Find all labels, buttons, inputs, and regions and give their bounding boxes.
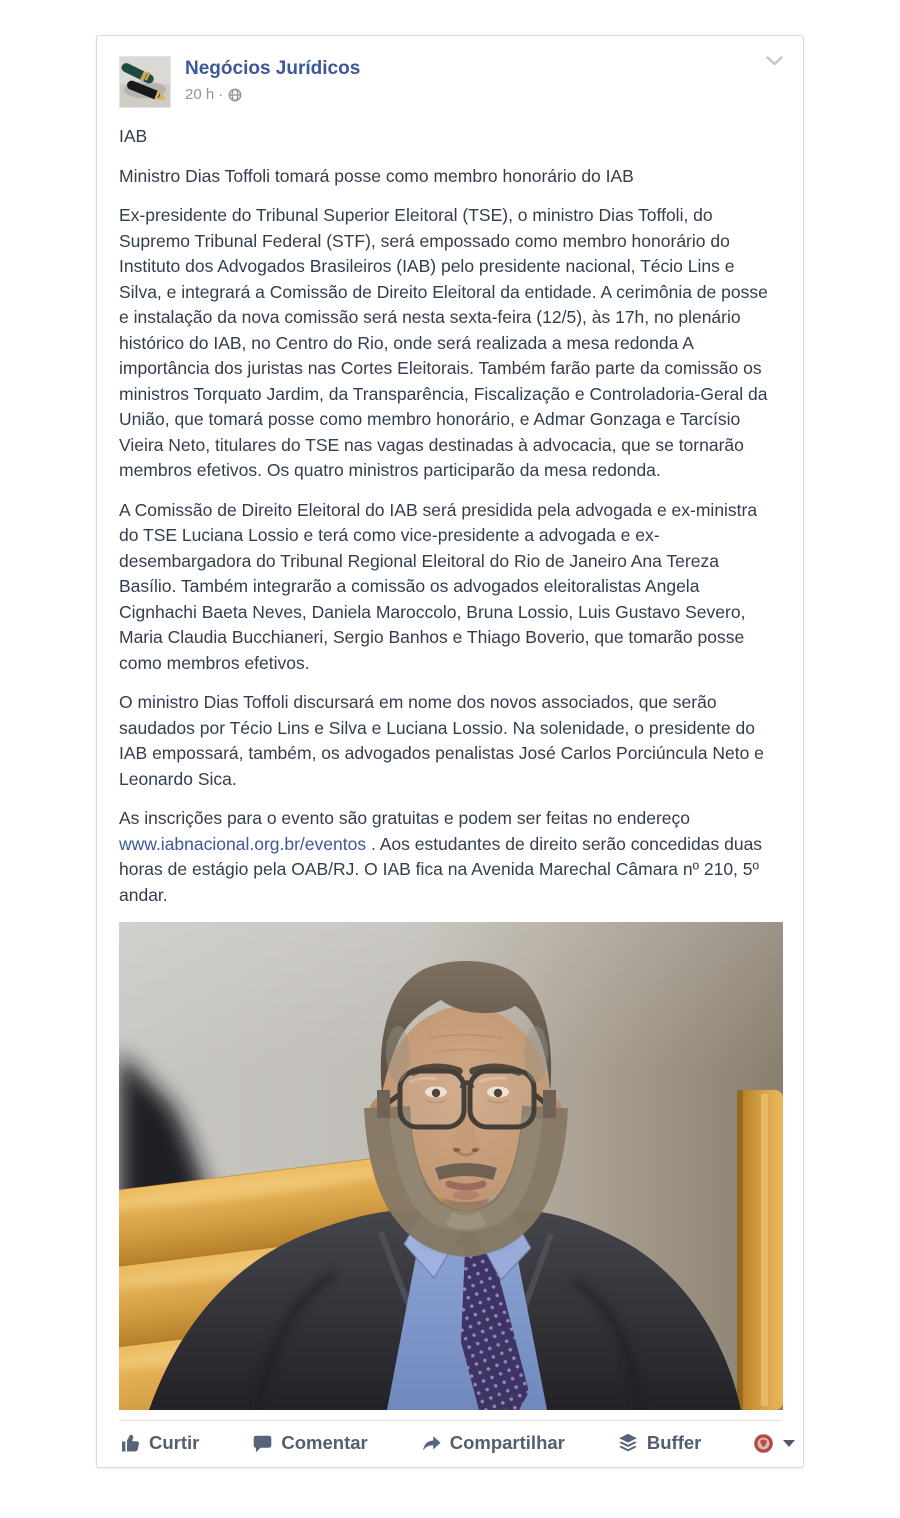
red-badge-icon[interactable]	[753, 1433, 774, 1454]
post-photo[interactable]	[119, 922, 783, 1410]
share-label: Compartilhar	[449, 1432, 565, 1453]
share-arrow-icon	[420, 1432, 442, 1454]
registration-text-after: . Aos estudantes de direito serão concedidas duas horas de estágio pela OAB/RJ. O IAB fica na Avenida Marechal Câmara nº 210, 5º andar.	[119, 833, 763, 905]
pens-avatar-image	[120, 57, 170, 107]
post-paragraph: O ministro Dias Toffoli discursará em nome dos novos associados, que serão saudados por Técio Lins e Silva e Luciana Lossio. Na solenidade, o presidente do IAB empossará, também, os advogados penalistas José Carlos Porciúncula Neto e Leonardo Sica.	[119, 692, 764, 789]
header-text	[185, 56, 360, 103]
buffer-label: Buffer	[646, 1432, 702, 1453]
like-label: Curtir	[149, 1432, 200, 1453]
post-lead: IAB	[119, 126, 148, 146]
post-meta	[185, 86, 360, 103]
post-paragraph-registration	[119, 806, 781, 908]
buffer-button[interactable]	[617, 1432, 701, 1454]
post-body-text	[97, 124, 803, 908]
post-paragraph: A Comissão de Direito Eleitoral do IAB será presidida pela advogada e ex-ministra do TSE Luciana Lossio e terá como vice-presidente a advogada e ex-desembargadora do Tribunal Regional Eleitoral do Rio de Janeiro Ana Tereza Basílio. Também integrarão a comissão os advogados eleitoralistas Angela Cignhachi Baeta Neves, Daniela Maroccolo, Bruna Lossio, Luis Gustavo Severo, Maria Claudia Bucchianeri, Sergio Banhos e Thiago Boverio, que tomarão posse como membros efetivos.	[119, 499, 758, 673]
buffer-layers-icon	[617, 1432, 639, 1454]
event-link[interactable]: www.iabnacional.org.br/eventos	[119, 833, 367, 854]
meta-separator: ·	[218, 86, 224, 103]
comment-label: Comentar	[281, 1432, 368, 1453]
post-headline: Ministro Dias Toffoli tomará posse como membro honorário do IAB	[119, 165, 634, 186]
post-timestamp[interactable]: 20 h	[185, 86, 215, 103]
like-button[interactable]	[119, 1432, 199, 1454]
comment-button[interactable]	[251, 1432, 367, 1454]
post-header	[97, 36, 803, 108]
caret-down-icon[interactable]	[783, 1440, 795, 1447]
globe-icon	[228, 88, 242, 102]
registration-text-before: As inscrições para o evento são gratuitas e podem ser feitas no endereço	[119, 808, 691, 828]
dias-toffoli-portrait	[119, 922, 783, 1410]
post-paragraph: Ex-presidente do Tribunal Superior Eleitoral (TSE), o ministro Dias Toffoli, do Supremo Tribunal Federal (STF), será empossado como membro honorário do Instituto dos Advogados Brasileiros (IAB) pelo presidente nacional, Técio Lins e Silva, e integrará a Comissão de Direito Eleitoral da entidade. A cerimônia de posse e instalação da nova comissão será nesta sexta-feira (12/5), às 17h, no plenário histórico do IAB, no Centro do Rio, onde será realizada a mesa redonda A importância dos juristas nas Cortes Eleitorais. Também farão parte da comissão os ministros Torquato Jardim, da Transparência, Fiscalização e Controladoria-Geral da União, que tomará posse como membro honorário, e Admar Gonzaga e Tarcísio Vieira Neto, titulares do TSE nas vagas destinadas à advocacia, que se tornarão membros efetivos. Os quatro ministros participarão da mesa redonda.	[119, 205, 768, 480]
action-bar	[97, 1421, 803, 1467]
page-avatar[interactable]	[119, 56, 171, 108]
action-bar-right-group	[753, 1433, 795, 1454]
post-card	[96, 35, 804, 1468]
speech-bubble-icon	[251, 1432, 273, 1454]
chevron-down-icon[interactable]	[766, 56, 783, 66]
thumbs-up-icon	[119, 1432, 141, 1454]
page-name[interactable]: Negócios Jurídicos	[185, 58, 361, 79]
share-button[interactable]	[420, 1432, 565, 1454]
